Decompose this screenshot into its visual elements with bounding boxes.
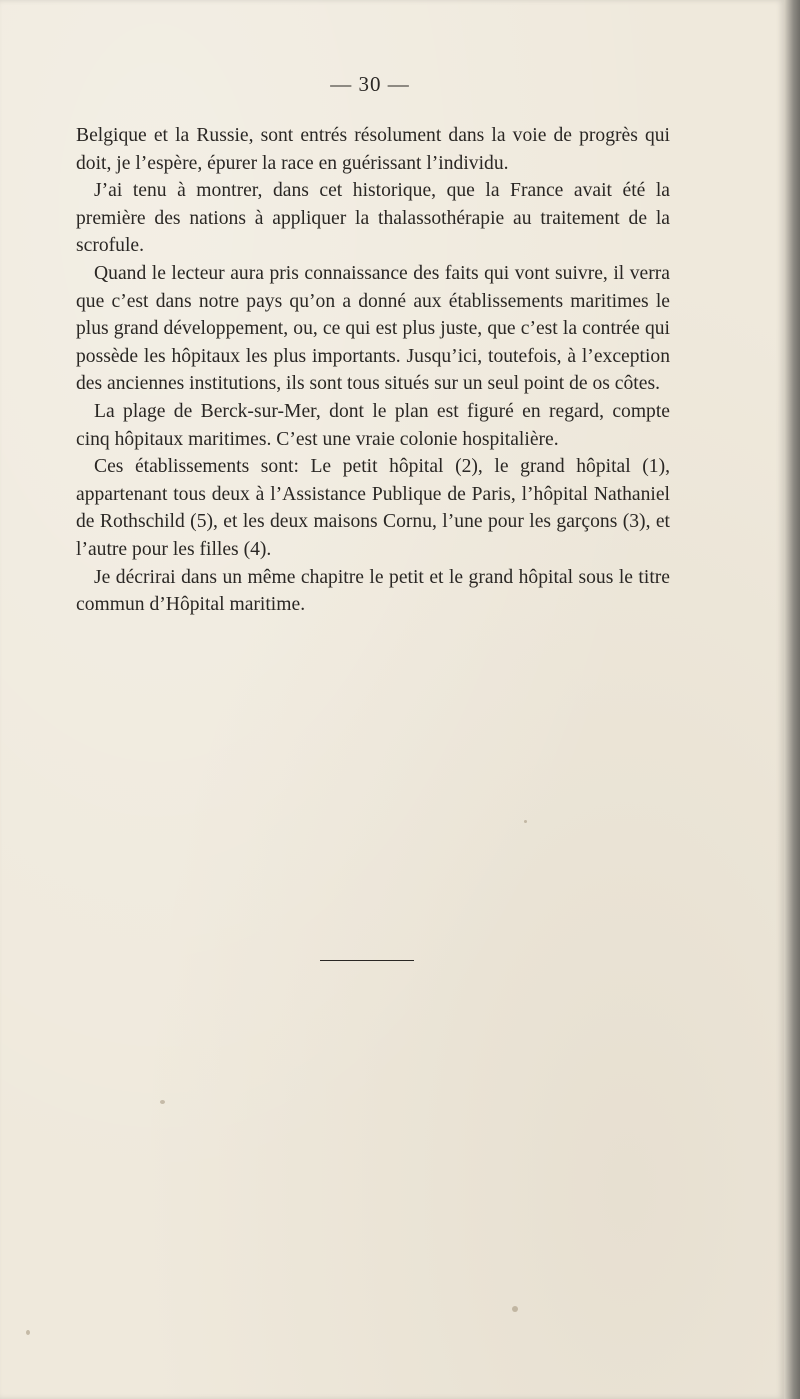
paragraph-5: Ces établissements sont: Le petit hôpital (2), le grand hôpital (1), appartenant tous deux à l’Assistance Publique de Paris, l’hôpital Nathaniel de Rothschild (5), et les deux maisons Cornu, l’une pour les garçons (3), et l’autre pour les filles (4). <box>76 456 670 560</box>
section-divider <box>320 960 414 961</box>
body-text <box>76 122 670 619</box>
page-edge-shadow <box>784 0 800 1399</box>
paragraph-6: Je décrirai dans un même chapitre le petit et le grand hôpital sous le titre commun d’Hôpital maritime. <box>76 566 670 616</box>
paper-speck <box>160 1100 165 1104</box>
paragraph-2: J’ai tenu à montrer, dans cet historique, que la France avait été la première des nations à appliquer la thalassothérapie au traitement de la scrofule. <box>76 180 670 257</box>
paper-speck <box>524 820 527 823</box>
paragraph-4: La plage de Berck-sur-Mer, dont le plan est figuré en regard, compte cinq hôpitaux maritimes. C’est une vraie colonie hospitalière. <box>76 400 670 450</box>
page-number: — 30 — <box>330 72 410 96</box>
paper-speck <box>512 1306 518 1312</box>
paper-speck <box>26 1330 30 1335</box>
paragraph-3: Quand le lecteur aura pris connaissance des faits qui vont suivre, il verra que c’est dans notre pays qu’on a donné aux établissements maritimes le plus grand développement, ou, ce qui est plus juste, que c’est la contrée qui possède les hôpitaux les plus importants. Jusqu’ici, toutefois, à l’exception des anciennes institutions, ils sont tous situés sur un seul point de os côtes. <box>76 262 670 395</box>
paragraph-1: Belgique et la Russie, sont entrés résolument dans la voie de progrès qui doit, je l’espère, épurer la race en guérissant l’individu. <box>76 125 670 174</box>
